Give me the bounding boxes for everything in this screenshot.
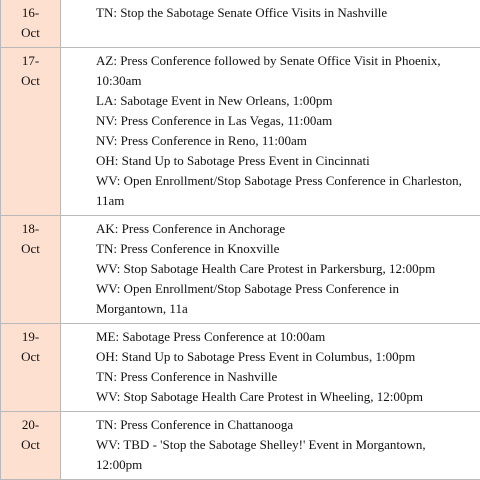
date-cell (1, 412, 61, 480)
event-item: TN: Stop the Sabotage Senate Office Visits in Nashville (96, 3, 472, 23)
event-item: TN: Press Conference in Chattanooga (96, 415, 472, 435)
events-cell (61, 48, 480, 216)
event-item: OH: Stand Up to Sabotage Press Event in Columbus, 1:00pm (96, 347, 472, 367)
event-item: NV: Press Conference in Las Vegas, 11:00am (96, 111, 472, 131)
date-day: 17- (7, 51, 54, 71)
date-day: 16- (7, 3, 54, 23)
events-cell (61, 216, 480, 324)
schedule-row-16-oct (1, 0, 480, 48)
events-cell (61, 412, 480, 480)
date-day: 18- (7, 219, 54, 239)
event-item: TN: Press Conference in Nashville (96, 367, 472, 387)
event-item: OH: Stand Up to Sabotage Press Event in Cincinnati (96, 151, 472, 171)
schedule-row-20-oct (1, 412, 480, 480)
date-cell (1, 0, 61, 48)
events-cell (61, 0, 480, 48)
date-month: Oct (7, 71, 54, 91)
schedule-row-18-oct (1, 216, 480, 324)
date-month: Oct (7, 435, 54, 455)
schedule-body (1, 0, 480, 480)
event-item: WV: TBD - 'Stop the Sabotage Shelley!' Event in Morgantown, 12:00pm (96, 435, 472, 475)
date-month: Oct (7, 239, 54, 259)
schedule-row-19-oct (1, 324, 480, 412)
event-item: LA: Sabotage Event in New Orleans, 1:00pm (96, 91, 472, 111)
date-month: Oct (7, 347, 54, 367)
event-item: WV: Open Enrollment/Stop Sabotage Press Conference in Morgantown, 11a (96, 279, 472, 319)
event-item: WV: Open Enrollment/Stop Sabotage Press Conference in Charleston, 11am (96, 171, 472, 211)
date-day: 20- (7, 415, 54, 435)
schedule-row-17-oct (1, 48, 480, 216)
event-item: ME: Sabotage Press Conference at 10:00am (96, 327, 472, 347)
event-item: NV: Press Conference in Reno, 11:00am (96, 131, 472, 151)
events-cell (61, 324, 480, 412)
event-item: WV: Stop Sabotage Health Care Protest in Wheeling, 12:00pm (96, 387, 472, 407)
event-item: AZ: Press Conference followed by Senate Office Visit in Phoenix, 10:30am (96, 51, 472, 91)
event-item: AK: Press Conference in Anchorage (96, 219, 472, 239)
date-day: 19- (7, 327, 54, 347)
date-month: Oct (7, 23, 54, 43)
date-cell (1, 324, 61, 412)
date-cell (1, 48, 61, 216)
event-item: TN: Press Conference in Knoxville (96, 239, 472, 259)
date-cell (1, 216, 61, 324)
event-item: WV: Stop Sabotage Health Care Protest in Parkersburg, 12:00pm (96, 259, 472, 279)
